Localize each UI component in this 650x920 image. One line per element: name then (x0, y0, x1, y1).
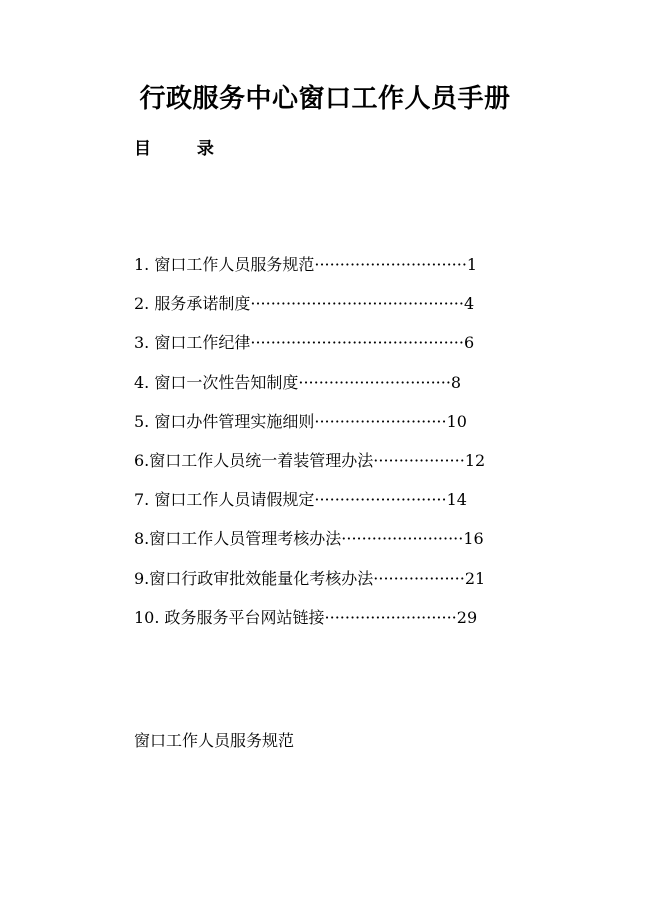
toc-item[interactable]: 10. 政务服务平台网站链接··························29 (134, 607, 478, 627)
page-title: 行政服务中心窗口工作人员手册 (139, 84, 511, 114)
toc-item[interactable]: 8.窗口工作人员管理考核办法························16 (134, 529, 484, 549)
toc-item[interactable]: 4. 窗口一次性告知制度······························8 (134, 372, 462, 392)
toc-item[interactable]: 6.窗口工作人员统一着装管理办法··················12 (134, 450, 486, 470)
section-heading: 窗口工作人员服务规范 (134, 731, 295, 750)
toc-list (134, 254, 485, 646)
toc-item[interactable]: 3. 窗口工作纪律··········································6 (134, 333, 475, 353)
toc-item[interactable]: 5. 窗口办件管理实施细则··························10 (134, 411, 467, 431)
toc-item[interactable]: 7. 窗口工作人员请假规定··························14 (134, 490, 467, 510)
toc-item[interactable]: 1. 窗口工作人员服务规范······························1 (134, 255, 478, 274)
toc-heading: 目 录 (134, 139, 234, 159)
toc-item[interactable]: 9.窗口行政审批效能量化考核办法··················21 (134, 568, 486, 588)
toc-item[interactable]: 2. 服务承诺制度··········································4 (134, 294, 475, 314)
